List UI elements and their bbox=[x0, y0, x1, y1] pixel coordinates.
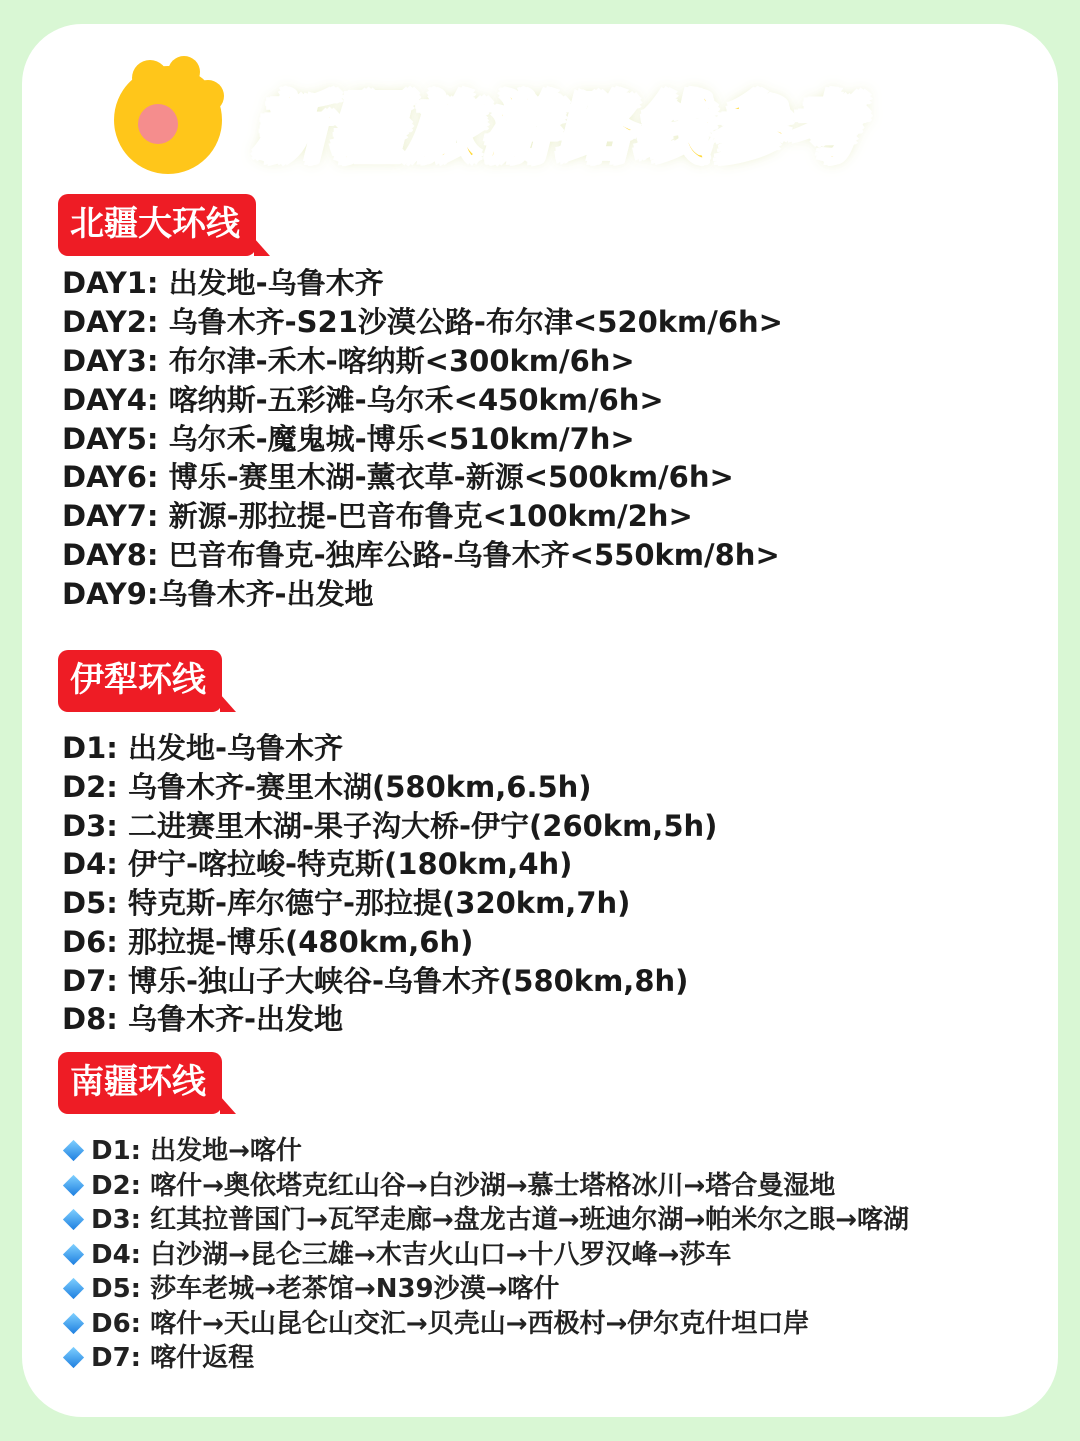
itinerary-line: D8: 乌鲁木齐-出发地 bbox=[62, 1002, 343, 1037]
itinerary-line bbox=[62, 1307, 909, 1342]
itinerary-text: D5: 莎车老城→老茶馆→N39沙漠→喀什 bbox=[91, 1274, 560, 1304]
south-loop-itinerary bbox=[62, 1134, 909, 1376]
blue-diamond-icon bbox=[63, 1347, 84, 1368]
section-tag-south-loop: 南疆环线 bbox=[58, 1052, 222, 1114]
yili-loop-itinerary bbox=[62, 729, 717, 1039]
itinerary-line bbox=[62, 1203, 909, 1238]
header bbox=[104, 56, 964, 176]
blue-diamond-icon bbox=[63, 1209, 84, 1230]
itinerary-line: D5: 特克斯-库尔德宁-那拉提(320km,7h) bbox=[62, 886, 631, 920]
itinerary-line bbox=[62, 1169, 909, 1204]
north-loop-itinerary bbox=[62, 264, 783, 614]
blue-diamond-icon bbox=[63, 1278, 84, 1299]
itinerary-text: D2: 喀什→奥依塔克红山谷→白沙湖→慕士塔格冰川→塔合曼湿地 bbox=[91, 1170, 836, 1201]
section-tag-north-loop: 北疆大环线 bbox=[58, 194, 256, 256]
itinerary-line: DAY5: 乌尔禾-魔鬼城-博乐<510km/7h> bbox=[62, 421, 635, 456]
itinerary-line bbox=[62, 1238, 909, 1273]
blue-diamond-icon bbox=[63, 1243, 84, 1264]
itinerary-line: DAY6: 博乐-赛里木湖-薰衣草-新源<500km/6h> bbox=[62, 460, 734, 495]
itinerary-line: DAY7: 新源-那拉提-巴音布鲁克<100km/2h> bbox=[62, 499, 693, 534]
itinerary-line: DAY3: 布尔津-禾木-喀纳斯<300km/6h> bbox=[62, 343, 635, 378]
itinerary-line: D6: 那拉提-博乐(480km,6h) bbox=[62, 924, 474, 959]
itinerary-text: D7: 喀什返程 bbox=[91, 1343, 255, 1373]
itinerary-line: D1: 出发地-乌鲁木齐 bbox=[62, 731, 343, 765]
itinerary-line: DAY1: 出发地-乌鲁木齐 bbox=[62, 266, 384, 300]
itinerary-line: DAY2: 乌鲁木齐-S21沙漠公路-布尔津<520km/6h> bbox=[62, 304, 783, 339]
flower-logo-icon bbox=[104, 56, 228, 176]
page-title: 新疆旅游路线参考 bbox=[254, 86, 862, 172]
blue-diamond-icon bbox=[63, 1312, 84, 1333]
itinerary-line: DAY9:乌鲁木齐-出发地 bbox=[62, 577, 374, 612]
itinerary-line: DAY4: 喀纳斯-五彩滩-乌尔禾<450km/6h> bbox=[62, 382, 664, 417]
blue-diamond-icon bbox=[63, 1174, 84, 1195]
itinerary-text: D4: 白沙湖→昆仑三雄→木吉火山口→十八罗汉峰→莎车 bbox=[91, 1239, 732, 1270]
itinerary-line: D7: 博乐-独山子大峡谷-乌鲁木齐(580km,8h) bbox=[62, 963, 689, 998]
itinerary-text: D1: 出发地→喀什 bbox=[91, 1136, 302, 1166]
section-tag-yili-loop: 伊犁环线 bbox=[58, 650, 222, 712]
blue-diamond-icon bbox=[63, 1140, 84, 1161]
itinerary-line: DAY8: 巴音布鲁克-独库公路-乌鲁木齐<550km/8h> bbox=[62, 538, 780, 573]
itinerary-line: D4: 伊宁-喀拉峻-特克斯(180km,4h) bbox=[62, 847, 573, 882]
itinerary-line: D2: 乌鲁木齐-赛里木湖(580km,6.5h) bbox=[62, 769, 592, 804]
itinerary-line bbox=[62, 1272, 909, 1307]
itinerary-line bbox=[62, 1134, 909, 1169]
itinerary-text: D3: 红其拉普国门→瓦罕走廊→盘龙古道→班迪尔湖→帕米尔之眼→喀湖 bbox=[91, 1205, 910, 1235]
itinerary-line: D3: 二进赛里木湖-果子沟大桥-伊宁(260km,5h) bbox=[62, 808, 718, 843]
itinerary-line bbox=[62, 1341, 909, 1376]
itinerary-text: D6: 喀什→天山昆仑山交汇→贝壳山→西极村→伊尔克什坦口岸 bbox=[91, 1308, 810, 1339]
